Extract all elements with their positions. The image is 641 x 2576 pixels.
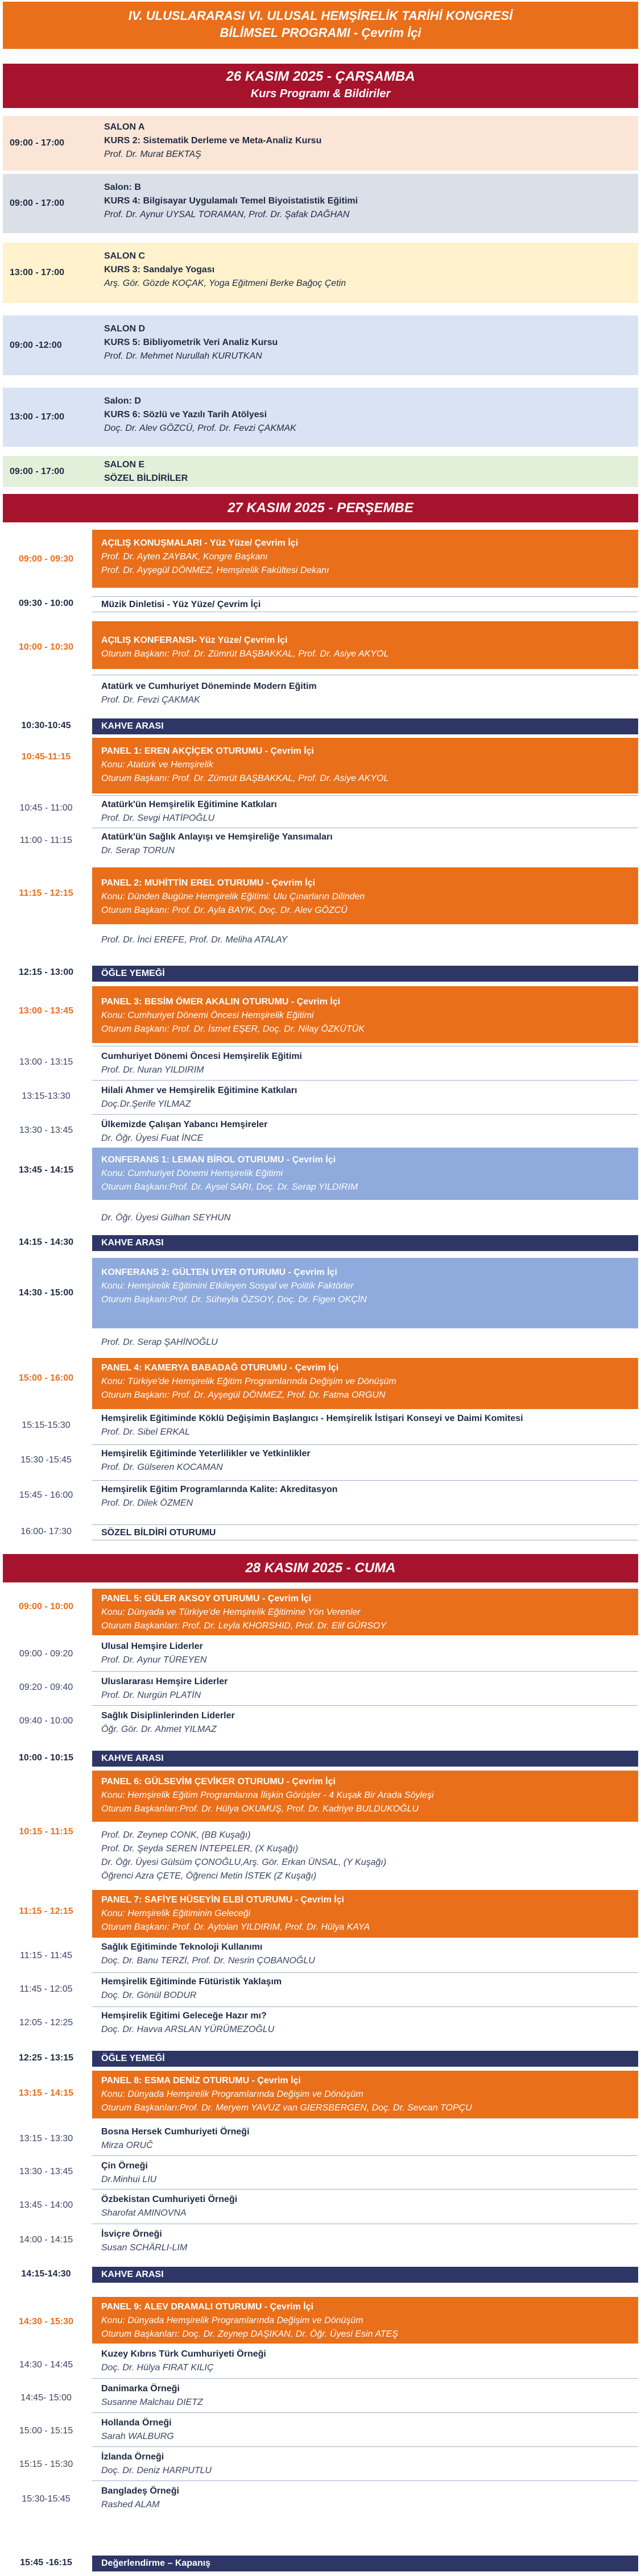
session-time: 09:20 - 09:40 — [19, 1682, 73, 1692]
session-title: PANEL 3: BESİM ÖMER AKALIN OTURUMU - Çevrim İçi — [101, 997, 341, 1007]
talk-title: Uluslararası Hemşire Liderler — [101, 1677, 228, 1686]
session-time: 10:00 - 10:15 — [18, 1753, 74, 1763]
session-line: Konu: Cumhuriyet Dönemi Hemşirelik Eğitimi — [101, 1169, 283, 1178]
session-title: KONFERANS 2: GÜLTEN UYER OTURUMU - Çevrim İçi — [101, 1268, 337, 1277]
course-row — [3, 456, 638, 487]
talk-item — [92, 2446, 638, 2481]
course-row — [3, 243, 638, 303]
talk-title: İsviçre Örneği — [101, 2229, 162, 2239]
session-time: 14:30 - 15:30 — [18, 2317, 74, 2326]
talk-speaker: Susanne Malchau DIETZ — [101, 2398, 203, 2407]
session-panel-8 — [92, 2071, 638, 2118]
talk-title: Kuzey Kıbrıs Türk Cumhuriyeti Örneği — [101, 2349, 266, 2359]
session-line: Oturum Başkanı: Prof. Dr. Ayla BAYIK, Doç. Dr. Alev GÖZCÜ — [101, 905, 348, 915]
talk-item — [92, 1410, 638, 1444]
session-time: 12:15 - 13:00 — [18, 967, 74, 977]
session-line: Oturum Başkanı: Prof. Dr. Aytolan YILDIRIM, Prof. Dr. Hülya KAYA — [101, 1922, 370, 1932]
talk-title: Hollanda Örneği — [101, 2418, 172, 2428]
session-time: 13:30 - 13:45 — [19, 2167, 73, 2176]
course-row — [3, 388, 638, 447]
course-hall: SALON C — [104, 251, 145, 261]
session-time: 09:30 - 10:00 — [18, 599, 74, 608]
session-time: 13:00 - 13:15 — [19, 1057, 73, 1067]
session-panel-3 — [92, 986, 638, 1043]
talk-speaker: Prof. Dr. Gülseren KOCAMAN — [101, 1462, 223, 1472]
talk-item — [92, 1329, 638, 1356]
session-time: 10:15 - 11:15 — [19, 1827, 73, 1837]
talk-item — [92, 1671, 638, 1705]
talk-speaker: Prof. Dr. Nuran YILDIRIM — [101, 1065, 204, 1075]
talk-item — [92, 795, 638, 827]
course-row — [3, 315, 638, 375]
talk-speaker: Prof. Dr. Serap ŞAHİNOĞLU — [101, 1337, 218, 1347]
session-time: 12:05 - 12:25 — [19, 2018, 73, 2027]
session-time: 15:00 - 16:00 — [18, 1373, 74, 1383]
talk-title: İzlanda Örneği — [101, 2452, 164, 2462]
session-time: 11:45 - 12:05 — [19, 1984, 73, 1994]
session-time: 13:45 - 14:15 — [18, 1165, 74, 1175]
course-people: Arş. Gör. Gözde KOÇAK, Yoga Eğitmeni Berke Bağoç Çetin — [104, 279, 346, 288]
session-line: Konu: Hemşirelik Eğitiminin Geleceği — [101, 1909, 251, 1918]
talk-title: Atatürk'ün Hemşirelik Eğitimine Katkıları — [101, 800, 277, 809]
session-time: 14:15-14:30 — [21, 2269, 71, 2279]
talk-item — [92, 2224, 638, 2258]
course-people: Doç. Dr. Alev GÖZCÜ, Prof. Dr. Fevzi ÇAKMAK — [104, 423, 296, 433]
talk-speaker: Prof. Dr. İnci EREFE, Prof. Dr. Meliha ATALAY — [101, 935, 288, 945]
talk-speaker: Öğrenci Azra ÇETE, Öğrenci Metin İSTEK (Z Kuşağı) — [101, 1871, 317, 1881]
course-title: KURS 5: Bibliyometrik Veri Analiz Kursu — [104, 338, 278, 347]
talk-item — [92, 2189, 638, 2223]
session-title: AÇILIŞ KONUŞMALARI - Yüz Yüze/ Çevrim İçi — [101, 538, 299, 548]
day2-title: 27 KASIM 2025 - PERŞEMBE — [228, 500, 413, 516]
session-time: 15:45 - 16:00 — [19, 1490, 73, 1500]
talk-speaker: Prof. Dr. Zeynep CONK, (BB Kuşağı) — [101, 1830, 251, 1840]
talk-item — [92, 1080, 638, 1114]
course-people: Prof. Dr. Murat BEKTAŞ — [104, 149, 201, 159]
congress-title-box — [3, 2, 638, 49]
session-panel-7 — [92, 1890, 638, 1938]
talk-speaker: Dr. Öğr. Üyesi Fuat İNCE — [101, 1133, 204, 1143]
session-line: Oturum Başkanları: Prof. Dr. Leyla KHORSHID, Prof. Dr. Elif GÜRSOY — [101, 1621, 387, 1631]
course-time: 09:00 -12:00 — [10, 340, 62, 350]
coffee-break-bar: KAHVE ARASI — [92, 1235, 638, 1251]
session-time: 13:30 - 13:45 — [19, 1125, 73, 1135]
talk-speaker: Öğr. Gör. Dr. Ahmet YILMAZ — [101, 1725, 217, 1734]
session-panel-2 — [92, 867, 638, 924]
talk-item — [92, 1705, 638, 1740]
course-hall: SALON E — [104, 460, 145, 470]
session-time: 13:15 - 14:15 — [18, 2088, 74, 2098]
talk-item — [92, 1046, 638, 1080]
talk-item — [92, 1636, 638, 1669]
session-time: 13:00 - 13:45 — [18, 1006, 74, 1016]
session-line: Oturum Başkanı:Prof. Dr. Aysel SARI, Doç. Dr. Serap YILDIRIM — [101, 1182, 358, 1192]
session-title: KONFERANS 1: LEMAN BİROL OTURUMU - Çevrim İçi — [101, 1155, 336, 1165]
session-panel-6 — [92, 1771, 638, 1822]
session-title: PANEL 7: SAFİYE HÜSEYİN ELBİ OTURUMU - Çevrim İçi — [101, 1895, 345, 1905]
session-panel-9 — [92, 2297, 638, 2344]
session-time: 11:15 - 12:15 — [19, 888, 73, 898]
day3-title: 28 KASIM 2025 - CUMA — [245, 1560, 396, 1576]
talk-speaker: Doç. Dr. Havva ARSLAN YÜRÜMEZOĞLU — [101, 2025, 275, 2034]
session-title: PANEL 1: EREN AKÇİÇEK OTURUMU - Çevrim İçi — [101, 746, 314, 756]
session-line: Oturum Başkanı: Prof. Dr. Zümrüt BAŞBAKKAL, Prof. Dr. Asiye AKYOL — [101, 649, 389, 659]
session-line: Konu: Hemşirelik Eğitim Programlarına İlişkin Görüşler - 4 Kuşak Bir Arada Söyleşi — [101, 1790, 434, 1800]
talk-title: Cumhuriyet Dönemi Öncesi Hemşirelik Eğitimi — [101, 1052, 302, 1061]
talk-title: Hemşirelik Eğitiminde Fütüristik Yaklaşım — [101, 1977, 282, 1987]
talk-speaker: Doç. Dr. Hülya FIRAT KILIÇ — [101, 2363, 214, 2373]
talk-title: Hilali Ahmer ve Hemşirelik Eğitimine Katkıları — [101, 1086, 297, 1095]
session-conference-1 — [92, 1148, 638, 1200]
closing-bar: Değerlendirme – Kapanış — [92, 2556, 638, 2571]
session-time: 15:15 - 15:30 — [19, 2459, 73, 2469]
talk-item — [92, 1201, 638, 1234]
session-line: Oturum Başkanı: Prof. Dr. İsmet EŞER, Doç. Dr. Nilay ÖZKÜTÜK — [101, 1024, 365, 1034]
session-time: 09:40 - 10:00 — [19, 1716, 73, 1726]
day3-header — [3, 1554, 638, 1582]
session-time: 15:15-15:30 — [22, 1420, 71, 1430]
session-time: 14:45- 15:00 — [20, 2393, 72, 2403]
session-time: 09:00 - 09:20 — [19, 1649, 73, 1659]
talk-item — [92, 2122, 638, 2156]
talk-item — [92, 1480, 638, 1513]
talk-title: Hemşirelik Eğitiminde Yeterlilikler ve Yetkinlikler — [101, 1449, 311, 1459]
course-time: 13:00 - 17:00 — [10, 412, 65, 422]
music-bar: Müzik Dinletisi - Yüz Yüze/ Çevrim İçi — [92, 596, 638, 612]
session-line: Prof. Dr. Ayşegül DÖNMEZ, Hemşirelik Fakültesi Dekanı — [101, 566, 329, 575]
talk-title: Sağlık Eğitiminde Teknoloji Kullanımı — [101, 1942, 263, 1952]
talk-title: Danimarka Örneği — [101, 2384, 180, 2394]
session-line: Konu: Hemşirelik Eğitimini Etkileyen Sosyal ve Politik Faktörler — [101, 1281, 354, 1291]
talk-title: Hemşirelik Eğitim Programlarında Kalite: Akreditasyon — [101, 1485, 338, 1494]
session-line: Konu: Türkiye'de Hemşirelik Eğitim Programlarında Değişim ve Dönüşüm — [101, 1377, 396, 1386]
session-conference-2 — [92, 1258, 638, 1328]
session-title: PANEL 9: ALEV DRAMALI OTURUMU - Çevrim İçi — [101, 2302, 314, 2312]
session-panel-4 — [92, 1358, 638, 1409]
session-title: PANEL 4: KAMERYA BABADAĞ OTURUMU - Çevrim İçi — [101, 1363, 339, 1373]
oral-session-bar: SÖZEL BİLDİRİ OTURUMU — [92, 1524, 638, 1540]
session-title: PANEL 6: GÜLSEVİM ÇEVİKER OTURUMU - Çevrim İçi — [101, 1777, 336, 1786]
session-title: PANEL 8: ESMA DENİZ OTURUMU - Çevrim İçi — [101, 2076, 301, 2085]
course-hall: Salon: D — [104, 396, 141, 406]
lunch-bar: ÖĞLE YEMEĞİ — [92, 966, 638, 982]
coffee-break-bar: KAHVE ARASI — [92, 1751, 638, 1767]
talk-item — [92, 2481, 638, 2515]
session-line: Oturum Başkanları: Doç. Dr. Zeynep DAŞIKAN, Dr. Öğr. Üyesi Esin ATEŞ — [101, 2329, 398, 2339]
lunch-bar: ÖĞLE YEMEĞİ — [92, 2051, 638, 2067]
course-title: KURS 4: Bilgisayar Uygulamalı Temel Biyoistatistik Eğitimi — [104, 196, 358, 206]
talk-item — [92, 2378, 638, 2412]
coffee-break-bar: KAHVE ARASI — [92, 718, 638, 734]
talk-speaker: Dr.Minhui LIU — [101, 2175, 157, 2184]
session-time: 14:15 - 14:30 — [18, 1237, 74, 1247]
course-people: Prof. Dr. Mehmet Nurullah KURUTKAN — [104, 351, 262, 361]
session-time: 14:30 - 14:45 — [19, 2360, 73, 2370]
talk-speaker: Doç. Dr. Gönül BODUR — [101, 1991, 197, 2000]
talk-title: Bangladeş Örneği — [101, 2486, 179, 2496]
course-title: KURS 6: Sözlü ve Yazılı Tarih Atölyesi — [104, 410, 267, 419]
talk-speaker: Rashed ALAM — [101, 2500, 160, 2509]
talk-item — [92, 1938, 638, 1970]
session-time: 14:30 - 15:00 — [18, 1288, 74, 1298]
session-time: 10:30-10:45 — [21, 721, 71, 730]
session-line: Konu: Dünyada Hemşirelik Programlarında Değişim ve Dönüşüm — [101, 2316, 363, 2325]
session-time: 15:30-15:45 — [22, 2494, 71, 2504]
talk-item — [92, 675, 638, 710]
day1-header — [3, 64, 638, 108]
coffee-break-bar: KAHVE ARASI — [92, 2267, 638, 2283]
talk-title: Atatürk ve Cumhuriyet Döneminde Modern Eğitim — [101, 682, 317, 691]
talk-speaker: Dr. Serap TORUN — [101, 846, 175, 855]
talk-title: Bosna Hersek Cumhuriyeti Örneği — [101, 2127, 250, 2137]
session-time: 10:45-11:15 — [21, 752, 71, 762]
session-time: 09:00 - 09:30 — [18, 554, 74, 564]
talk-speaker: Doç.Dr.Şerife YILMAZ — [101, 1099, 191, 1109]
talk-title: Atatürk'ün Sağlık Anlayışı ve Hemşireliğe Yansımaları — [101, 832, 333, 842]
course-time: 09:00 - 17:00 — [10, 138, 65, 148]
talk-item — [92, 1972, 638, 2005]
talk-item — [92, 1114, 638, 1147]
session-line: Oturum Başkanları:Prof. Dr. Meryem YAVUZ van GIERSBERGEN, Doç. Dr. Sevcan TOPÇU — [101, 2103, 472, 2113]
day1-title: 26 KASIM 2025 - ÇARŞAMBA — [226, 69, 415, 84]
session-time: 16:00- 17:30 — [20, 1527, 72, 1536]
talk-item — [92, 2412, 638, 2446]
course-title: KURS 3: Sandalye Yogası — [104, 265, 215, 275]
session-line: Konu: Cumhuriyet Dönemi Öncesi Hemşirelik Eğitimi — [101, 1011, 314, 1020]
session-line: Oturum Başkanları:Prof. Dr. Hülya OKUMUŞ, Prof. Dr. Kadriye BULDUKOĞLU — [101, 1804, 419, 1814]
session-time: 10:45 - 11:00 — [19, 803, 73, 813]
session-time: 13:45 - 14:00 — [19, 2200, 73, 2210]
talk-speaker: Mirza ORUČ — [101, 2141, 153, 2150]
session-time: 10:00 - 10:30 — [18, 642, 74, 652]
session-title: PANEL 5: GÜLER AKSOY OTURUMU - Çevrim İçi — [101, 1594, 312, 1603]
talk-speaker: Dr. Öğr. Üyesi Gülsüm ÇONOĞLU,Arş. Gör. Erkan ÜNSAL, (Y Kuşağı) — [101, 1858, 387, 1867]
session-time: 15:30 -15:45 — [20, 1455, 72, 1465]
talk-speaker: Sarah WALBURG — [101, 2432, 174, 2441]
session-line: Konu: Dünden Bugüne Hemşirelik Eğitimi: Ulu Çınarların Dilinden — [101, 892, 365, 901]
session-time: 15:45 -16:15 — [20, 2558, 72, 2567]
session-time: 09:00 - 10:00 — [18, 1602, 74, 1611]
day1-subtitle: Kurs Programı & Bildiriler — [250, 88, 391, 100]
talk-title: Sağlık Disiplinlerinden Liderler — [101, 1711, 235, 1721]
talk-speaker: Prof. Dr. Fevzi ÇAKMAK — [101, 695, 200, 705]
talk-speaker: Sharofat AMINOVNA — [101, 2208, 187, 2218]
talk-title: Ülkemizde Çalışan Yabancı Hemşireler — [101, 1120, 268, 1129]
talk-item — [92, 2344, 638, 2378]
talk-title: Çin Örneği — [101, 2161, 148, 2171]
course-hall: SALON D — [104, 324, 145, 334]
session-opening-conference — [92, 621, 638, 669]
congress-title: IV. ULUSLARARASI VI. ULUSAL HEMŞİRELİK TARİHİ KONGRESİ — [128, 9, 513, 23]
talk-item — [92, 2006, 638, 2041]
talk-title: Hemşirelik Eğitimi Geleceğe Hazır mı? — [101, 2011, 267, 2021]
talk-speaker: Doç. Dr. Deniz HARPUTLU — [101, 2466, 212, 2475]
congress-subtitle: BİLİMSEL PROGRAMI - Çevrim İçi — [220, 26, 421, 40]
session-time: 14:00 - 14:15 — [19, 2235, 73, 2245]
session-time: 13:15-13:30 — [22, 1091, 71, 1101]
course-row — [3, 116, 638, 171]
talk-speaker: Susan SCHÄRLI-LIM — [101, 2243, 188, 2253]
talk-item — [92, 1444, 638, 1477]
session-line: Prof. Dr. Ayten ZAYBAK, Kongre Başkanı — [101, 552, 268, 562]
course-title: KURS 2: Sistematik Derleme ve Meta-Analiz Kursu — [104, 136, 322, 146]
talk-speaker: Doç. Dr. Banu TERZİ, Prof. Dr. Nesrin ÇOBANOĞLU — [101, 1956, 315, 1966]
talk-speaker: Prof. Dr. Şeyda SEREN İNTEPELER, (X Kuşağı) — [101, 1844, 299, 1854]
session-line: Oturum Başkanı: Prof. Dr. Ayşegül DÖNMEZ, Prof. Dr. Fatma ORGUN — [101, 1390, 386, 1400]
talk-item — [92, 828, 638, 861]
session-time: 15:00 - 15:15 — [19, 2426, 73, 2436]
course-time: 13:00 - 17:00 — [10, 268, 65, 277]
talk-title: Hemşirelik Eğitiminde Köklü Değişimin Başlangıcı - Hemşirelik İstişari Konseyi ve Daimi Komitesi — [101, 1414, 523, 1423]
session-opening-speeches — [92, 530, 638, 588]
session-panel-1 — [92, 738, 638, 793]
session-time: 12:25 - 13:15 — [18, 2053, 74, 2063]
session-line: Konu: Dünyada Hemşirelik Programlarında Değişim ve Dönüşüm — [101, 2089, 363, 2099]
talk-speaker: Prof. Dr. Aynur TÜREYEN — [101, 1655, 207, 1665]
session-time: 11:00 - 11:15 — [20, 836, 72, 845]
talk-speaker: Prof. Dr. Sevgi HATİPOĞLU — [101, 813, 215, 823]
course-time: 09:00 - 17:00 — [10, 466, 65, 476]
course-title: SÖZEL BİLDİRİLER — [104, 473, 188, 483]
talk-speaker: Prof. Dr. Dilek ÖZMEN — [101, 1498, 193, 1508]
talk-speaker: Prof. Dr. Nurgün PLATİN — [101, 1690, 201, 1700]
course-hall: SALON A — [104, 122, 145, 132]
day2-header — [3, 494, 638, 522]
session-time: 13:15 - 13:30 — [19, 2134, 73, 2143]
talk-speaker: Dr. Öğr. Üyesi Gülhan SEYHUN — [101, 1213, 231, 1223]
session-time: 11:15 - 12:15 — [19, 1906, 73, 1916]
session-time: 11:15 - 11:45 — [20, 1951, 72, 1960]
session-title: PANEL 2: MUHİTTİN EREL OTURUMU - Çevrim İçi — [101, 878, 316, 888]
session-line: Konu: Dünyada ve Türkiye'de Hemşirelik Eğitimine Yön Verenler — [101, 1607, 361, 1617]
panel-6-speakers — [92, 1823, 638, 1889]
course-people: Prof. Dr. Aynur UYSAL TORAMAN, Prof. Dr. Şafak DAĞHAN — [104, 210, 350, 219]
session-line: Oturum Başkanı:Prof. Dr. Süheyla ÖZSOY, Doç. Dr. Figen OKÇİN — [101, 1295, 367, 1304]
course-row — [3, 174, 638, 233]
course-time: 09:00 - 17:00 — [10, 198, 65, 208]
session-panel-5 — [92, 1589, 638, 1635]
talk-item — [92, 925, 638, 958]
session-line: Konu: Atatürk ve Hemşirelik — [101, 760, 213, 770]
talk-item — [92, 2155, 638, 2188]
session-line: Oturum Başkanı: Prof. Dr. Zümrüt BAŞBAKKAL, Prof. Dr. Asiye AKYOL — [101, 774, 389, 783]
talk-speaker: Prof. Dr. Sibel ERKAL — [101, 1427, 190, 1437]
course-hall: Salon: B — [104, 182, 141, 192]
talk-title: Ulusal Hemşire Liderler — [101, 1642, 203, 1651]
session-title: AÇILIŞ KONFERANSI- Yüz Yüze/ Çevrim İçi — [101, 635, 288, 645]
talk-title: Özbekistan Cumhuriyeti Örneği — [101, 2195, 238, 2204]
